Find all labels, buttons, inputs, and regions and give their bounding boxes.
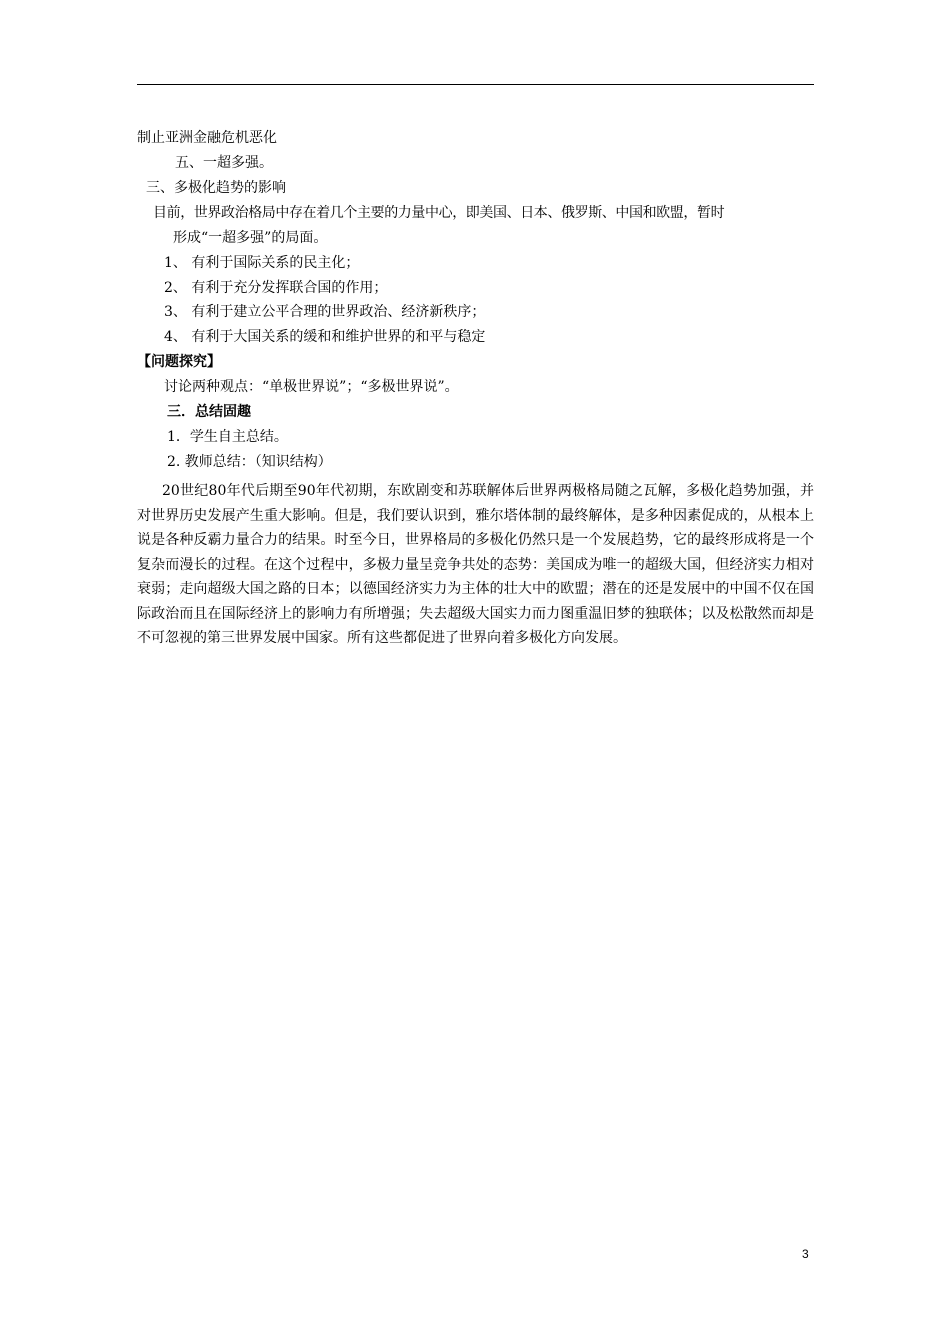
list-item-2: 2、 有利于充分发挥联合国的作用； <box>164 280 388 296</box>
text-line-financial-crisis: 制止亚洲金融危机恶化 <box>137 130 277 146</box>
section-heading-multipolar-impact: 三、多极化趋势的影响 <box>146 180 286 196</box>
text-line-pattern: 形成“一超多强”的局面。 <box>173 230 328 246</box>
summary-heading: 三．总结固趣 <box>167 404 251 420</box>
list-item-4: 4、 有利于大国关系的缓和和维护世界的和平与稳定 <box>164 329 486 345</box>
page-number: 3 <box>802 1247 809 1261</box>
text-line-one-superpower: 五、一超多强。 <box>175 155 273 171</box>
summary-item-1: 1．学生自主总结。 <box>167 429 288 445</box>
list-item-3: 3、 有利于建立公平合理的世界政治、经济新秩序； <box>164 304 486 320</box>
list-item-1: 1、 有利于国际关系的民主化； <box>164 255 360 271</box>
body-paragraph: 20世纪80年代后期至90年代初期，东欧剧变和苏联解体后世界两极格局随之瓦解，多极化趋势加强，并对世界历史发展产生重大影响。但是，我们要认识到，雅尔塔体制的最终解体，是多种因素促成的，从根本上说是各种反霸力量合力的结果。时至今日，世界格局的多极化仍然只是一个发展趋势，它的最终形成将是一个复杂而漫长的过程。在这个过程中，多极力量呈竞争共处的态势：美国成为唯一的超级大国，但经济实力相对衰弱；走向超级大国之路的日本；以德国经济实力为主体的壮大中的欧盟；潜在的还是发展中的中国不仅在国际政治而且在国际经济上的影响力有所增强；失去超级大国实力而力图重温旧梦的独联体；以及松散然而却是不可忽视的第三世界发展中国家。所有这些都促进了世界向着多极化方向发展。 <box>137 483 814 646</box>
inquiry-heading: 【问题探究】 <box>137 354 221 370</box>
header-rule <box>137 84 814 85</box>
summary-item-2: 2. 教师总结：（知识结构） <box>167 454 332 470</box>
text-line-power-centers: 目前，世界政治格局中存在着几个主要的力量中心，即美国、日本、俄罗斯、中国和欧盟，暂时 <box>153 205 725 221</box>
inquiry-text: 讨论两种观点：“单极世界说”；“多极世界说”。 <box>164 379 459 395</box>
